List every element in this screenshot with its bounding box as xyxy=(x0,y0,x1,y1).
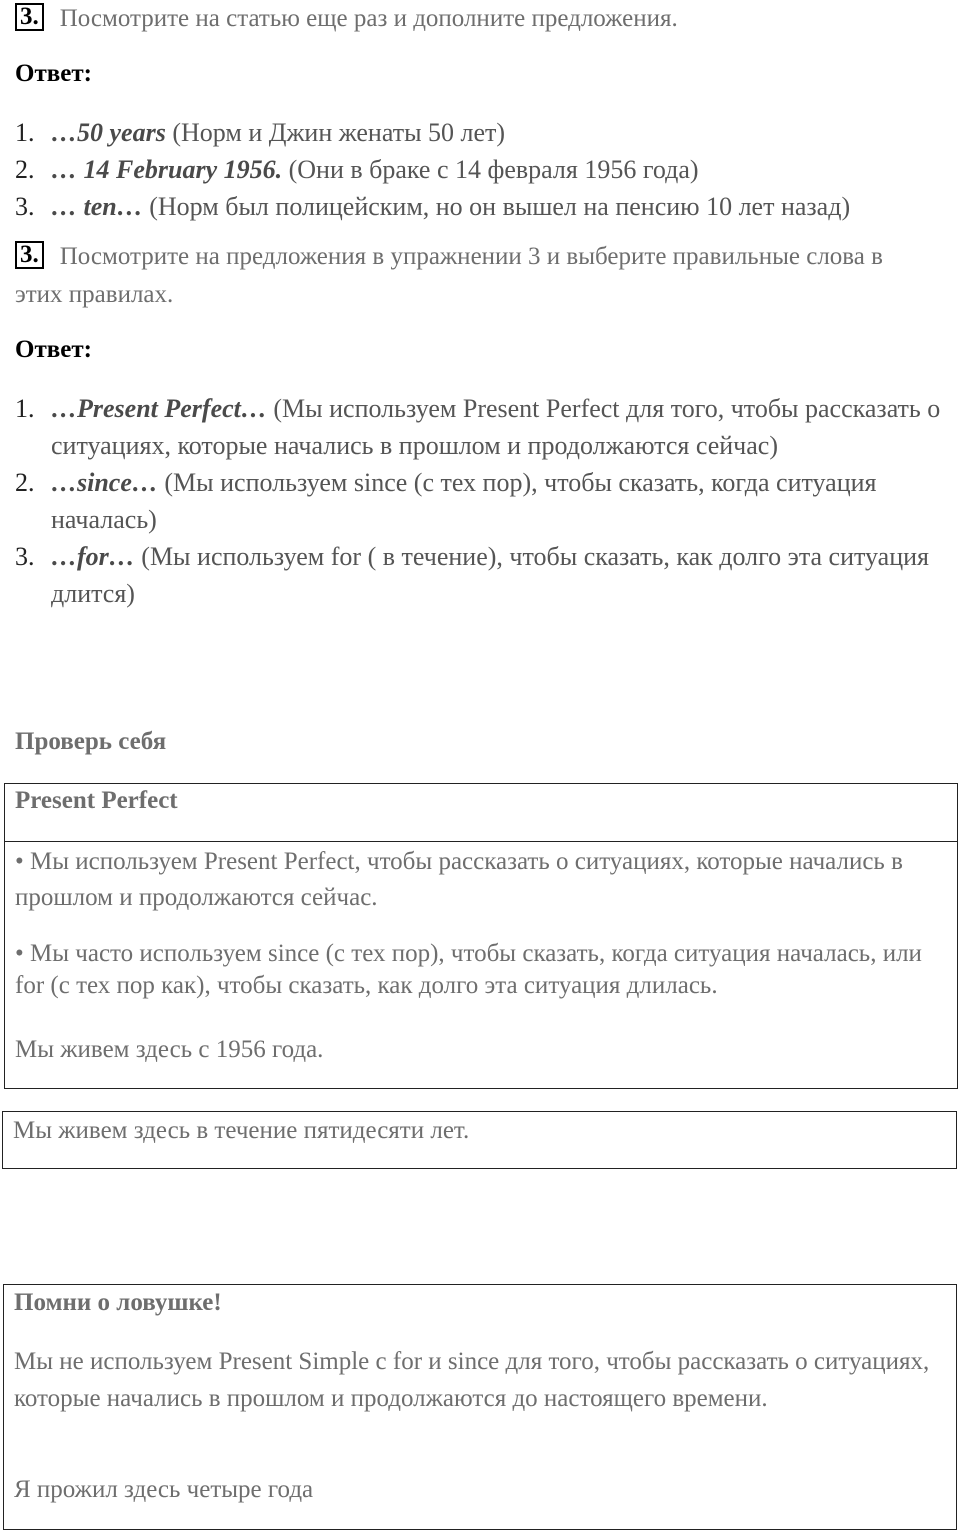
list-item xyxy=(15,464,950,538)
answer-label: Ответ: xyxy=(15,336,92,363)
answer-translation: (Норм был полицейским, но он вышел на пенсию 10 лет назад) xyxy=(142,192,851,221)
answer-translation: (Мы используем Present Perfect для того, чтобы рассказать о ситуациях, которые начались в прошлом и продолжаются сейчас) xyxy=(51,394,941,460)
trap-example: Я прожил здесь четыре года xyxy=(14,1476,314,1503)
answer-translation: (Мы используем since (с тех пор), чтобы сказать, когда ситуация началась) xyxy=(51,468,877,534)
list-item xyxy=(15,538,950,612)
trap-box xyxy=(3,1284,957,1530)
answer-key: …50 years xyxy=(51,118,166,147)
rule-example-1: Мы живем здесь с 1956 года. xyxy=(15,1036,324,1063)
answer-translation: (Они в браке с 14 февраля 1956 года) xyxy=(282,155,699,184)
item-number: 3. xyxy=(15,542,35,571)
answer-key: …since… xyxy=(51,468,158,497)
check-heading: Проверь себя xyxy=(15,728,167,755)
answer-key: …Present Perfect… xyxy=(51,394,267,423)
answer-label: Ответ: xyxy=(15,60,92,87)
rule-example-2: Мы живем здесь в течение пятидесяти лет. xyxy=(13,1117,470,1144)
instruction-text: Посмотрите на предложения в упражнении 3 и выберите правильные слова в этих правилах. xyxy=(15,243,883,308)
rule-box-title: Present Perfect xyxy=(15,787,178,814)
item-number: 3. xyxy=(15,192,35,221)
list-item xyxy=(15,151,950,188)
exercise-number: 3. xyxy=(15,241,44,269)
answer-key: … 14 February 1956. xyxy=(51,155,283,184)
item-number: 1. xyxy=(15,394,35,423)
exercise-number: 3. xyxy=(15,3,44,31)
rule-bullet-2: • Мы часто используем since (с тех пор), чтобы сказать, когда ситуация началась, или for (с тех пор как), чтобы сказать, как долго эта ситуация длилась. xyxy=(15,940,922,999)
list-item xyxy=(15,188,950,225)
example-box xyxy=(2,1111,957,1169)
answer-translation: (Мы используем for ( в течение), чтобы сказать, как долго эта ситуация длится) xyxy=(51,542,929,608)
trap-text: Мы не используем Present Simple с for и since для того, чтобы рассказать о ситуациях, которые начались в прошлом и продолжаются до настоящего времени. xyxy=(14,1348,930,1412)
answer-list-2 xyxy=(15,390,950,612)
rule-box-divider xyxy=(5,841,957,842)
exercise-1-instruction xyxy=(15,0,935,38)
answer-translation: (Норм и Джин женаты 50 лет) xyxy=(165,118,506,147)
answer-list-1 xyxy=(15,114,950,225)
trap-heading: Помни о ловушке! xyxy=(14,1289,222,1316)
answer-key: … ten… xyxy=(51,192,143,221)
rule-bullet-1: • Мы используем Present Perfect, чтобы рассказать о ситуациях, которые начались в прошлом и продолжаются сейчас. xyxy=(15,848,903,911)
list-item xyxy=(15,390,950,464)
rule-box xyxy=(4,783,958,1089)
item-number: 1. xyxy=(15,118,35,147)
instruction-text: Посмотрите на статью еще раз и дополните предложения. xyxy=(59,5,678,32)
exercise-2-instruction xyxy=(15,238,935,314)
item-number: 2. xyxy=(15,468,35,497)
answer-key: …for… xyxy=(51,542,135,571)
item-number: 2. xyxy=(15,155,35,184)
list-item xyxy=(15,114,950,151)
